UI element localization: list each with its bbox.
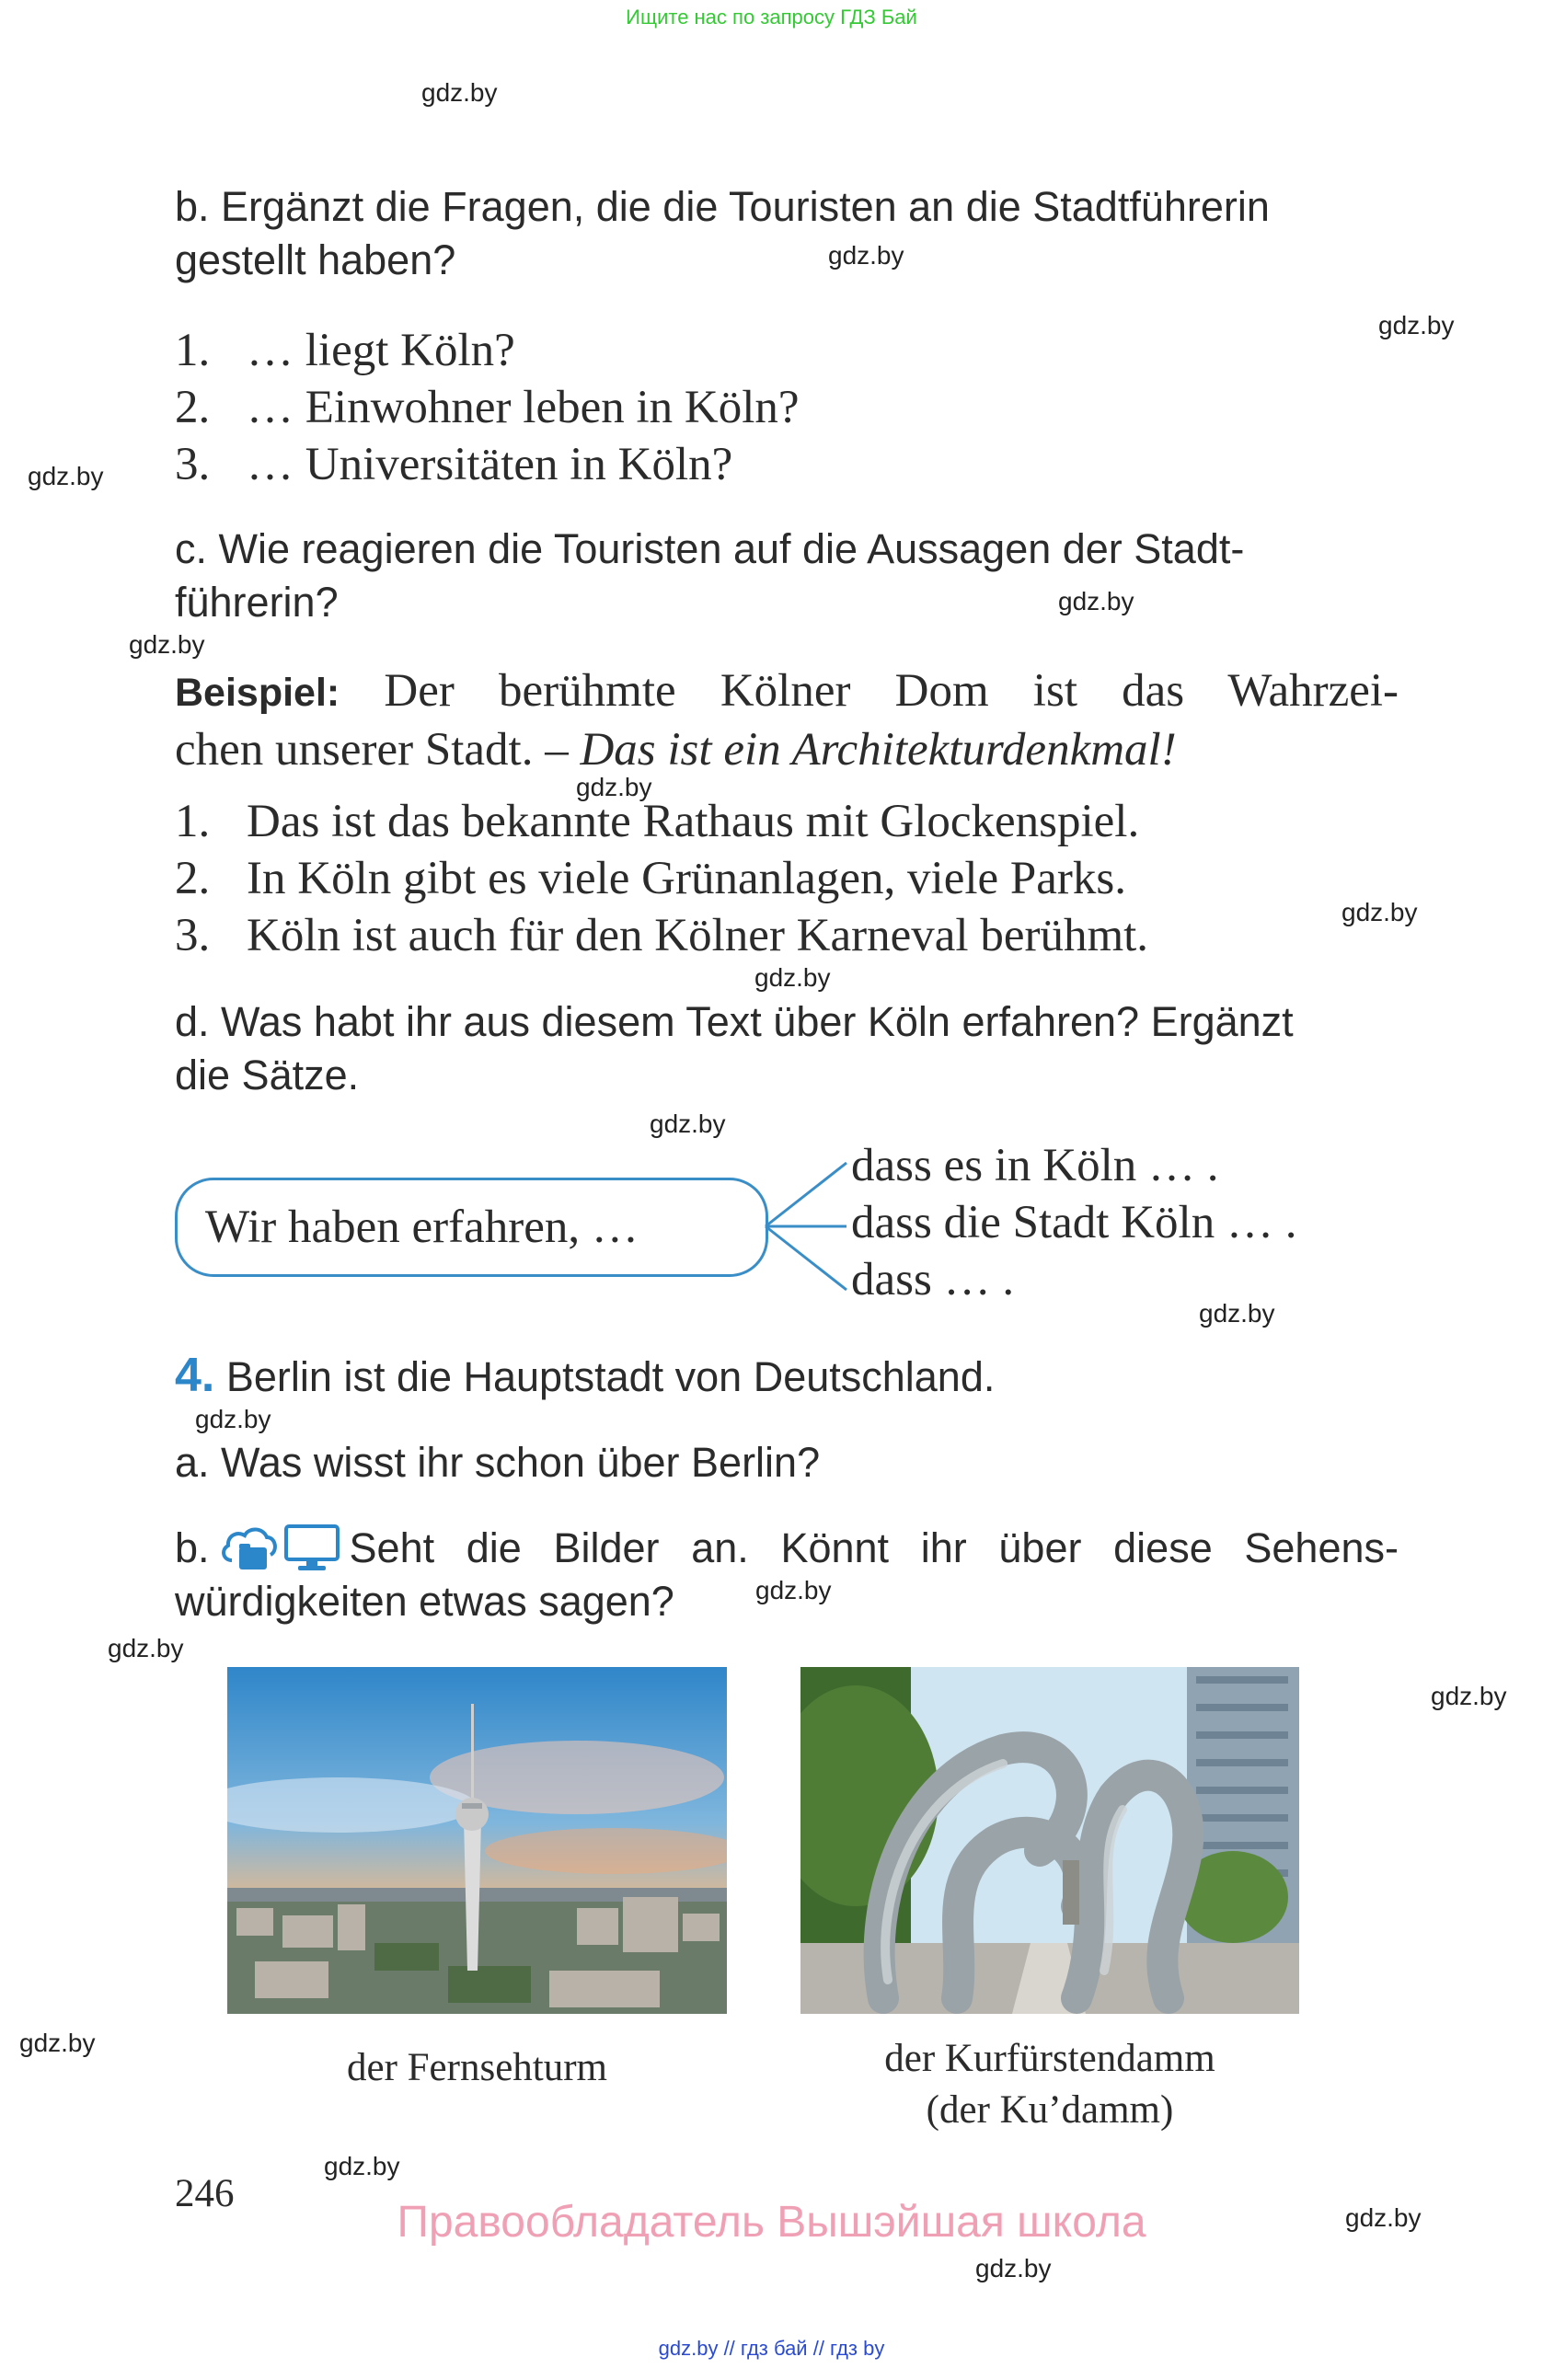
example-line2: chen unserer Stadt. – xyxy=(175,724,569,776)
task-c-list xyxy=(175,793,1148,964)
fernsehturm-caption: der Fernsehturm xyxy=(346,2046,607,2089)
watermark: gdz.by xyxy=(1341,898,1418,926)
watermark: gdz.by xyxy=(828,241,904,270)
branch-connector xyxy=(764,1157,856,1295)
sentence-ending: dass die Stadt Köln … . xyxy=(851,1197,1297,1248)
list-item: 1. … liegt Köln? xyxy=(175,325,515,376)
task-4b-line2: würdigkeiten etwas sagen? xyxy=(175,1578,674,1625)
example-line1: Der berühmte Kölner Dom ist das Wahrzei- xyxy=(384,665,1399,717)
watermark: gdz.by xyxy=(108,1634,184,1662)
sentence-endings xyxy=(851,1137,1296,1308)
copyright-notice: Правообладатель Вышэйшая школа xyxy=(397,2198,1146,2247)
example-answer: Das ist ein Architekturdenkmal! xyxy=(580,724,1177,776)
watermark: gdz.by xyxy=(1199,1299,1275,1328)
example-label: Beispiel: xyxy=(175,671,340,715)
sentence-ending: dass … . xyxy=(851,1254,1015,1305)
watermark: gdz.by xyxy=(1058,587,1134,615)
list-item: 3. … Universitäten in Köln? xyxy=(175,439,733,490)
top-search-note: Ищите нас по запросу ГДЗ Бай xyxy=(626,6,917,29)
task-4b-label: b. xyxy=(175,1524,210,1571)
list-item: 1. Das ist das bekannte Rathaus mit Glockenspiel. xyxy=(175,796,1140,847)
watermark: gdz.by xyxy=(754,963,831,992)
watermark: gdz.by xyxy=(1378,311,1455,339)
monitor-icon xyxy=(283,1523,340,1573)
bottom-links[interactable]: gdz.by // гдз бай // гдз by xyxy=(658,2337,885,2360)
task-4b xyxy=(175,1522,1408,1628)
fernsehturm-photo xyxy=(227,1667,727,2014)
task-d-heading-line2: die Sätze. xyxy=(175,1052,360,1098)
watermark: gdz.by xyxy=(19,2029,96,2057)
task-number: 4. xyxy=(175,1349,215,1402)
watermark: gdz.by xyxy=(650,1110,726,1138)
list-item: 3. Köln ist auch für den Kölner Karneval berühmt. xyxy=(175,910,1149,961)
watermark: gdz.by xyxy=(1345,2203,1422,2232)
sentence-ending: dass es in Köln … . xyxy=(851,1140,1219,1191)
task-d-heading-line1: d. Was habt ihr aus diesem Text über Köln erfahren? Ergänzt xyxy=(175,998,1294,1045)
watermark: gdz.by xyxy=(324,2152,400,2180)
watermark: gdz.by xyxy=(576,773,652,801)
kurfuerstendamm-photo xyxy=(800,1667,1299,2014)
watermark: gdz.by xyxy=(195,1405,271,1433)
list-item: 2. … Einwohner leben in Köln? xyxy=(175,382,800,433)
task-4-title-text: Berlin ist die Hauptstadt von Deutschland. xyxy=(225,1353,996,1400)
watermark: gdz.by xyxy=(421,78,498,107)
task-b-heading-line1: b. Ergänzt die Fragen, die die Touristen an die Stadtführerin xyxy=(175,183,1270,230)
task-4b-line1: Seht die Bilder an. Könnt ihr über diese Sehens- xyxy=(349,1524,1399,1571)
task-4-title xyxy=(175,1349,995,1404)
watermark: gdz.by xyxy=(129,630,205,659)
kurfuerstendamm-caption: der Kurfürstendamm (der Ku’damm) xyxy=(884,2037,1215,2132)
task-b-list xyxy=(175,322,800,493)
task-d-heading xyxy=(175,995,1408,1102)
watermark: gdz.by xyxy=(975,2254,1052,2282)
task-c-example xyxy=(175,662,1399,778)
task-b-heading-line2: gestellt haben? xyxy=(175,236,456,283)
watermark: gdz.by xyxy=(28,462,104,490)
task-4a: a. Was wisst ihr schon über Berlin? xyxy=(175,1439,821,1486)
list-item: 2. In Köln gibt es viele Grünanlagen, viele Parks. xyxy=(175,853,1127,904)
cloud-folder-icon xyxy=(219,1523,280,1573)
watermark: gdz.by xyxy=(755,1576,832,1604)
speech-bubble: Wir haben erfahren, … xyxy=(175,1178,768,1277)
task-b-heading xyxy=(175,180,1408,287)
task-c-heading xyxy=(175,523,1408,629)
task-c-heading-line1: c. Wie reagieren die Touristen auf die Aussagen der Stadt- xyxy=(175,525,1245,572)
page-number: 246 xyxy=(175,2172,235,2215)
watermark: gdz.by xyxy=(1431,1682,1507,1710)
task-c-heading-line2: führerin? xyxy=(175,579,339,626)
